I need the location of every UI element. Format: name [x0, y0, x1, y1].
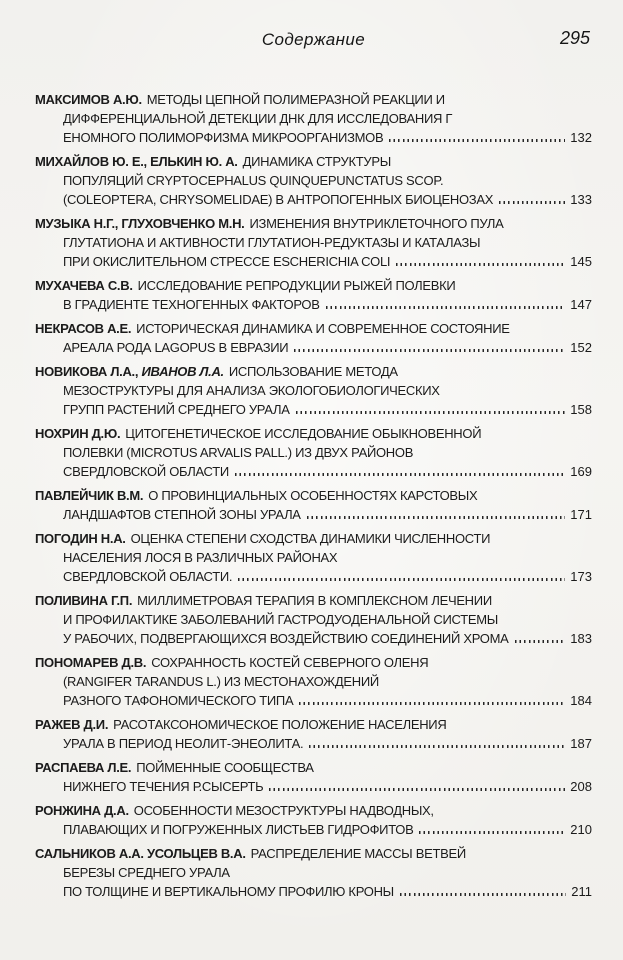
entry-page-number: 211: [571, 884, 592, 899]
entry-first-line: [35, 362, 592, 381]
entry-first-line: [35, 319, 592, 338]
dot-leader: [396, 263, 565, 266]
toc-entry: [35, 653, 592, 710]
entry-title-line: [35, 610, 592, 629]
entry-title-text: ИСПОЛЬЗОВАНИЕ МЕТОДА: [228, 364, 398, 379]
page-title: Содержание: [261, 30, 366, 49]
entry-authors: МУЗЫКА Н.Г., ГЛУХОВЧЕНКО М.Н.: [35, 216, 245, 231]
toc-entry: [35, 362, 592, 419]
entry-title-line: [35, 381, 592, 400]
entry-title-text: РАСОТАКСОНОМИЧЕСКОЕ ПОЛОЖЕНИЕ НАСЕЛЕНИЯ: [113, 717, 447, 732]
dot-leader: [296, 411, 566, 414]
entry-authors: НОВИКОВА Л.А.,: [35, 364, 142, 379]
entry-page-number: 169: [570, 464, 592, 479]
entry-authors: РАЖЕВ Д.И.: [35, 717, 109, 732]
entry-title-line: [35, 190, 592, 209]
entry-title-text: В ГРАДИЕНТЕ ТЕХНОГЕННЫХ ФАКТОРОВ: [63, 297, 320, 312]
entry-title-line: [35, 233, 592, 252]
toc-entry: [35, 758, 592, 796]
entry-authors: МУХАЧЕВА С.В.: [35, 278, 133, 293]
entry-title-text: НАСЕЛЕНИЯ ЛОСЯ В РАЗЛИЧНЫХ РАЙОНАХ: [63, 550, 338, 565]
entry-title-text: БЕРЕЗЫ СРЕДНЕГО УРАЛА: [63, 865, 230, 880]
entry-first-line: [35, 758, 592, 777]
entry-page-number: 171: [570, 507, 592, 522]
entry-title-line: [35, 128, 592, 147]
entry-title-line: [35, 295, 592, 314]
toc-entry: [35, 801, 592, 839]
entry-title-text: И ПРОФИЛАКТИКЕ ЗАБОЛЕВАНИЙ ГАСТРОДУОДЕНАЛЬНОЙ СИСТЕМЫ: [63, 612, 498, 627]
toc-entry: [35, 844, 592, 901]
dot-leader: [294, 349, 565, 352]
entry-title-text: (RANGIFER TARANDUS L.) ИЗ МЕСТОНАХОЖДЕНИЙ: [63, 674, 379, 689]
entry-title-text: СВЕРДЛОВСКОЙ ОБЛАСТИ.: [63, 569, 233, 584]
entry-title-text: ДИФФЕРЕНЦИАЛЬНОЙ ДЕТЕКЦИИ ДНК ДЛЯ ИССЛЕДОВАНИЯ Г: [63, 111, 453, 126]
entry-authors: МИХАЙЛОВ Ю. Е., ЕЛЬКИН Ю. А.: [35, 154, 238, 169]
entry-title-text: ОСОБЕННОСТИ МЕЗОСТРУКТУРЫ НАДВОДНЫХ,: [133, 803, 434, 818]
toc-entry: [35, 276, 592, 314]
toc-entry: [35, 424, 592, 481]
entry-title-line: [35, 629, 592, 648]
entry-authors: ИВАНОВ Л.А.: [141, 364, 224, 379]
entry-title-text: ПОЙМЕННЫЕ СООБЩЕСТВА: [136, 760, 314, 775]
dot-leader: [307, 516, 566, 519]
entry-first-line: [35, 90, 592, 109]
entry-title-text: МЕЗОСТРУКТУРЫ ДЛЯ АНАЛИЗА ЭКОЛОГОБИОЛОГИЧЕСКИХ: [63, 383, 440, 398]
toc-entry: [35, 591, 592, 648]
entry-authors: ПОЛИВИНА Г.П.: [35, 593, 133, 608]
dot-leader: [326, 306, 566, 309]
entry-title-text: ИЗМЕНЕНИЯ ВНУТРИКЛЕТОЧНОГО ПУЛА: [249, 216, 504, 231]
entry-title-line: [35, 338, 592, 357]
toc-entry: [35, 715, 592, 753]
entry-title-line: [35, 863, 592, 882]
entry-title-line: [35, 820, 592, 839]
entry-title-text: ГРУПП РАСТЕНИЙ СРЕДНЕГО УРАЛА: [63, 402, 290, 417]
toc-entry: [35, 214, 592, 271]
entry-authors: РОНЖИНА Д.А.: [35, 803, 129, 818]
entry-authors: МАКСИМОВ А.Ю.: [35, 92, 142, 107]
entry-title-text: РАСПРЕДЕЛЕНИЕ МАССЫ ВЕТВЕЙ: [250, 846, 466, 861]
entry-title-text: РАЗНОГО ТАФОНОМИЧЕСКОГО ТИПА: [63, 693, 294, 708]
entry-first-line: [35, 424, 592, 443]
toc-entry: [35, 529, 592, 586]
entry-title-line: [35, 734, 592, 753]
entry-first-line: [35, 486, 592, 505]
entry-title-text: ДИНАМИКА СТРУКТУРЫ: [242, 154, 391, 169]
entry-title-text: ПО ТОЛЩИНЕ И ВЕРТИКАЛЬНОМУ ПРОФИЛЮ КРОНЫ: [63, 884, 394, 899]
entry-title-line: [35, 548, 592, 567]
entry-title-text: ПОПУЛЯЦИЙ CRYPTOCEPHALUS QUINQUEPUNCTATUS SCOP.: [63, 173, 444, 188]
entry-authors: ПОНОМАРЕВ Д.В.: [35, 655, 147, 670]
entry-authors: НОХРИН Д.Ю.: [35, 426, 121, 441]
entry-authors: ПАВЛЕЙЧИК В.М.: [35, 488, 144, 503]
entry-title-text: ОЦЕНКА СТЕПЕНИ СХОДСТВА ДИНАМИКИ ЧИСЛЕННОСТИ: [130, 531, 491, 546]
entry-page-number: 147: [570, 297, 592, 312]
entry-title-text: ЦИТОГЕНЕТИЧЕСКОЕ ИССЛЕДОВАНИЕ ОБЫКНОВЕННОЙ: [125, 426, 482, 441]
entry-title-line: [35, 691, 592, 710]
entry-first-line: [35, 214, 592, 233]
entry-page-number: 187: [570, 736, 592, 751]
entry-title-line: [35, 505, 592, 524]
entry-page-number: 184: [570, 693, 592, 708]
dot-leader: [299, 702, 565, 705]
entry-page-number: 210: [570, 822, 592, 837]
dot-leader: [269, 788, 565, 791]
dot-leader: [400, 893, 566, 896]
dot-leader: [515, 640, 566, 643]
entry-title-text: (COLEOPTERA, CHRYSOMELIDAE) В АНТРОПОГЕННЫХ БИОЦЕНОЗАХ: [63, 192, 494, 207]
toc-entries: [35, 90, 592, 901]
entry-title-text: МЕТОДЫ ЦЕПНОЙ ПОЛИМЕРАЗНОЙ РЕАКЦИИ И: [146, 92, 445, 107]
entry-title-line: [35, 171, 592, 190]
entry-title-text: ГЛУТАТИОНА И АКТИВНОСТИ ГЛУТАТИОН-РЕДУКТАЗЫ И КАТАЛАЗЫ: [63, 235, 481, 250]
entry-page-number: 132: [570, 130, 592, 145]
entry-page-number: 183: [570, 631, 592, 646]
entry-title-text: ЕНОМНОГО ПОЛИМОРФИЗМА МИКРООРГАНИЗМОВ: [63, 130, 384, 145]
entry-title-line: [35, 109, 592, 128]
entry-page-number: 173: [570, 569, 592, 584]
entry-title-text: МИЛЛИМЕТРОВАЯ ТЕРАПИЯ В КОМПЛЕКСНОМ ЛЕЧЕНИИ: [137, 593, 492, 608]
entry-title-text: ЛАНДШАФТОВ СТЕПНОЙ ЗОНЫ УРАЛА: [63, 507, 301, 522]
entry-page-number: 208: [570, 779, 592, 794]
entry-title-line: [35, 443, 592, 462]
entry-title-line: [35, 672, 592, 691]
dot-leader: [389, 139, 565, 142]
entry-title-line: [35, 462, 592, 481]
entry-first-line: [35, 715, 592, 734]
toc-entry: [35, 319, 592, 357]
dot-leader: [309, 745, 565, 748]
entry-first-line: [35, 591, 592, 610]
entry-title-text: ПРИ ОКИСЛИТЕЛЬНОМ СТРЕССЕ ESCHERICHIA COLI: [63, 254, 391, 269]
toc-entry: [35, 152, 592, 209]
toc-entry: [35, 90, 592, 147]
entry-title-text: ИССЛЕДОВАНИЕ РЕПРОДУКЦИИ РЫЖЕЙ ПОЛЕВКИ: [137, 278, 456, 293]
entry-authors: САЛЬНИКОВ А.А. УСОЛЬЦЕВ В.А.: [35, 846, 246, 861]
dot-leader: [238, 578, 565, 581]
entry-title-line: [35, 400, 592, 419]
entry-first-line: [35, 529, 592, 548]
entry-page-number: 145: [570, 254, 592, 269]
entry-title-line: [35, 882, 592, 901]
dot-leader: [499, 201, 565, 204]
entry-title-text: УРАЛА В ПЕРИОД НЕОЛИТ-ЭНЕОЛИТА.: [63, 736, 304, 751]
page-number: 295: [559, 28, 590, 48]
entry-title-text: ИСТОРИЧЕСКАЯ ДИНАМИКА И СОВРЕМЕННОЕ СОСТОЯНИЕ: [136, 321, 510, 336]
entry-title-text: СВЕРДЛОВСКОЙ ОБЛАСТИ: [63, 464, 229, 479]
toc-entry: [35, 486, 592, 524]
entry-authors: НЕКРАСОВ А.Е.: [35, 321, 132, 336]
entry-title-text: О ПРОВИНЦИАЛЬНЫХ ОСОБЕННОСТЯХ КАРСТОВЫХ: [148, 488, 478, 503]
entry-title-line: [35, 567, 592, 586]
entry-authors: ПОГОДИН Н.А.: [35, 531, 126, 546]
entry-title-text: У РАБОЧИХ, ПОДВЕРГАЮЩИХСЯ ВОЗДЕЙСТВИЮ СОЕДИНЕНИЙ ХРОМА: [63, 631, 509, 646]
dot-leader: [419, 831, 565, 834]
entry-title-text: НИЖНЕГО ТЕЧЕНИЯ Р.СЫСЕРТЬ: [63, 779, 264, 794]
entry-first-line: [35, 801, 592, 820]
entry-page-number: 152: [570, 340, 592, 355]
entry-first-line: [35, 653, 592, 672]
entry-first-line: [35, 152, 592, 171]
entry-page-number: 158: [570, 402, 592, 417]
entry-first-line: [35, 276, 592, 295]
entry-title-line: [35, 252, 592, 271]
entry-title-text: ПОЛЕВКИ (MICROTUS ARVALIS PALL.) ИЗ ДВУХ РАЙОНОВ: [63, 445, 414, 460]
entry-first-line: [35, 844, 592, 863]
entry-title-line: [35, 777, 592, 796]
dot-leader: [235, 473, 565, 476]
entry-authors: РАСПАЕВА Л.Е.: [35, 760, 132, 775]
entry-title-text: СОХРАННОСТЬ КОСТЕЙ СЕВЕРНОГО ОЛЕНЯ: [151, 655, 429, 670]
page-header: [35, 30, 592, 54]
entry-page-number: 133: [570, 192, 592, 207]
entry-title-text: ПЛАВАЮЩИХ И ПОГРУЖЕННЫХ ЛИСТЬЕВ ГИДРОФИТОВ: [63, 822, 414, 837]
entry-title-text: АРЕАЛА РОДА LAGOPUS В ЕВРАЗИИ: [63, 340, 289, 355]
